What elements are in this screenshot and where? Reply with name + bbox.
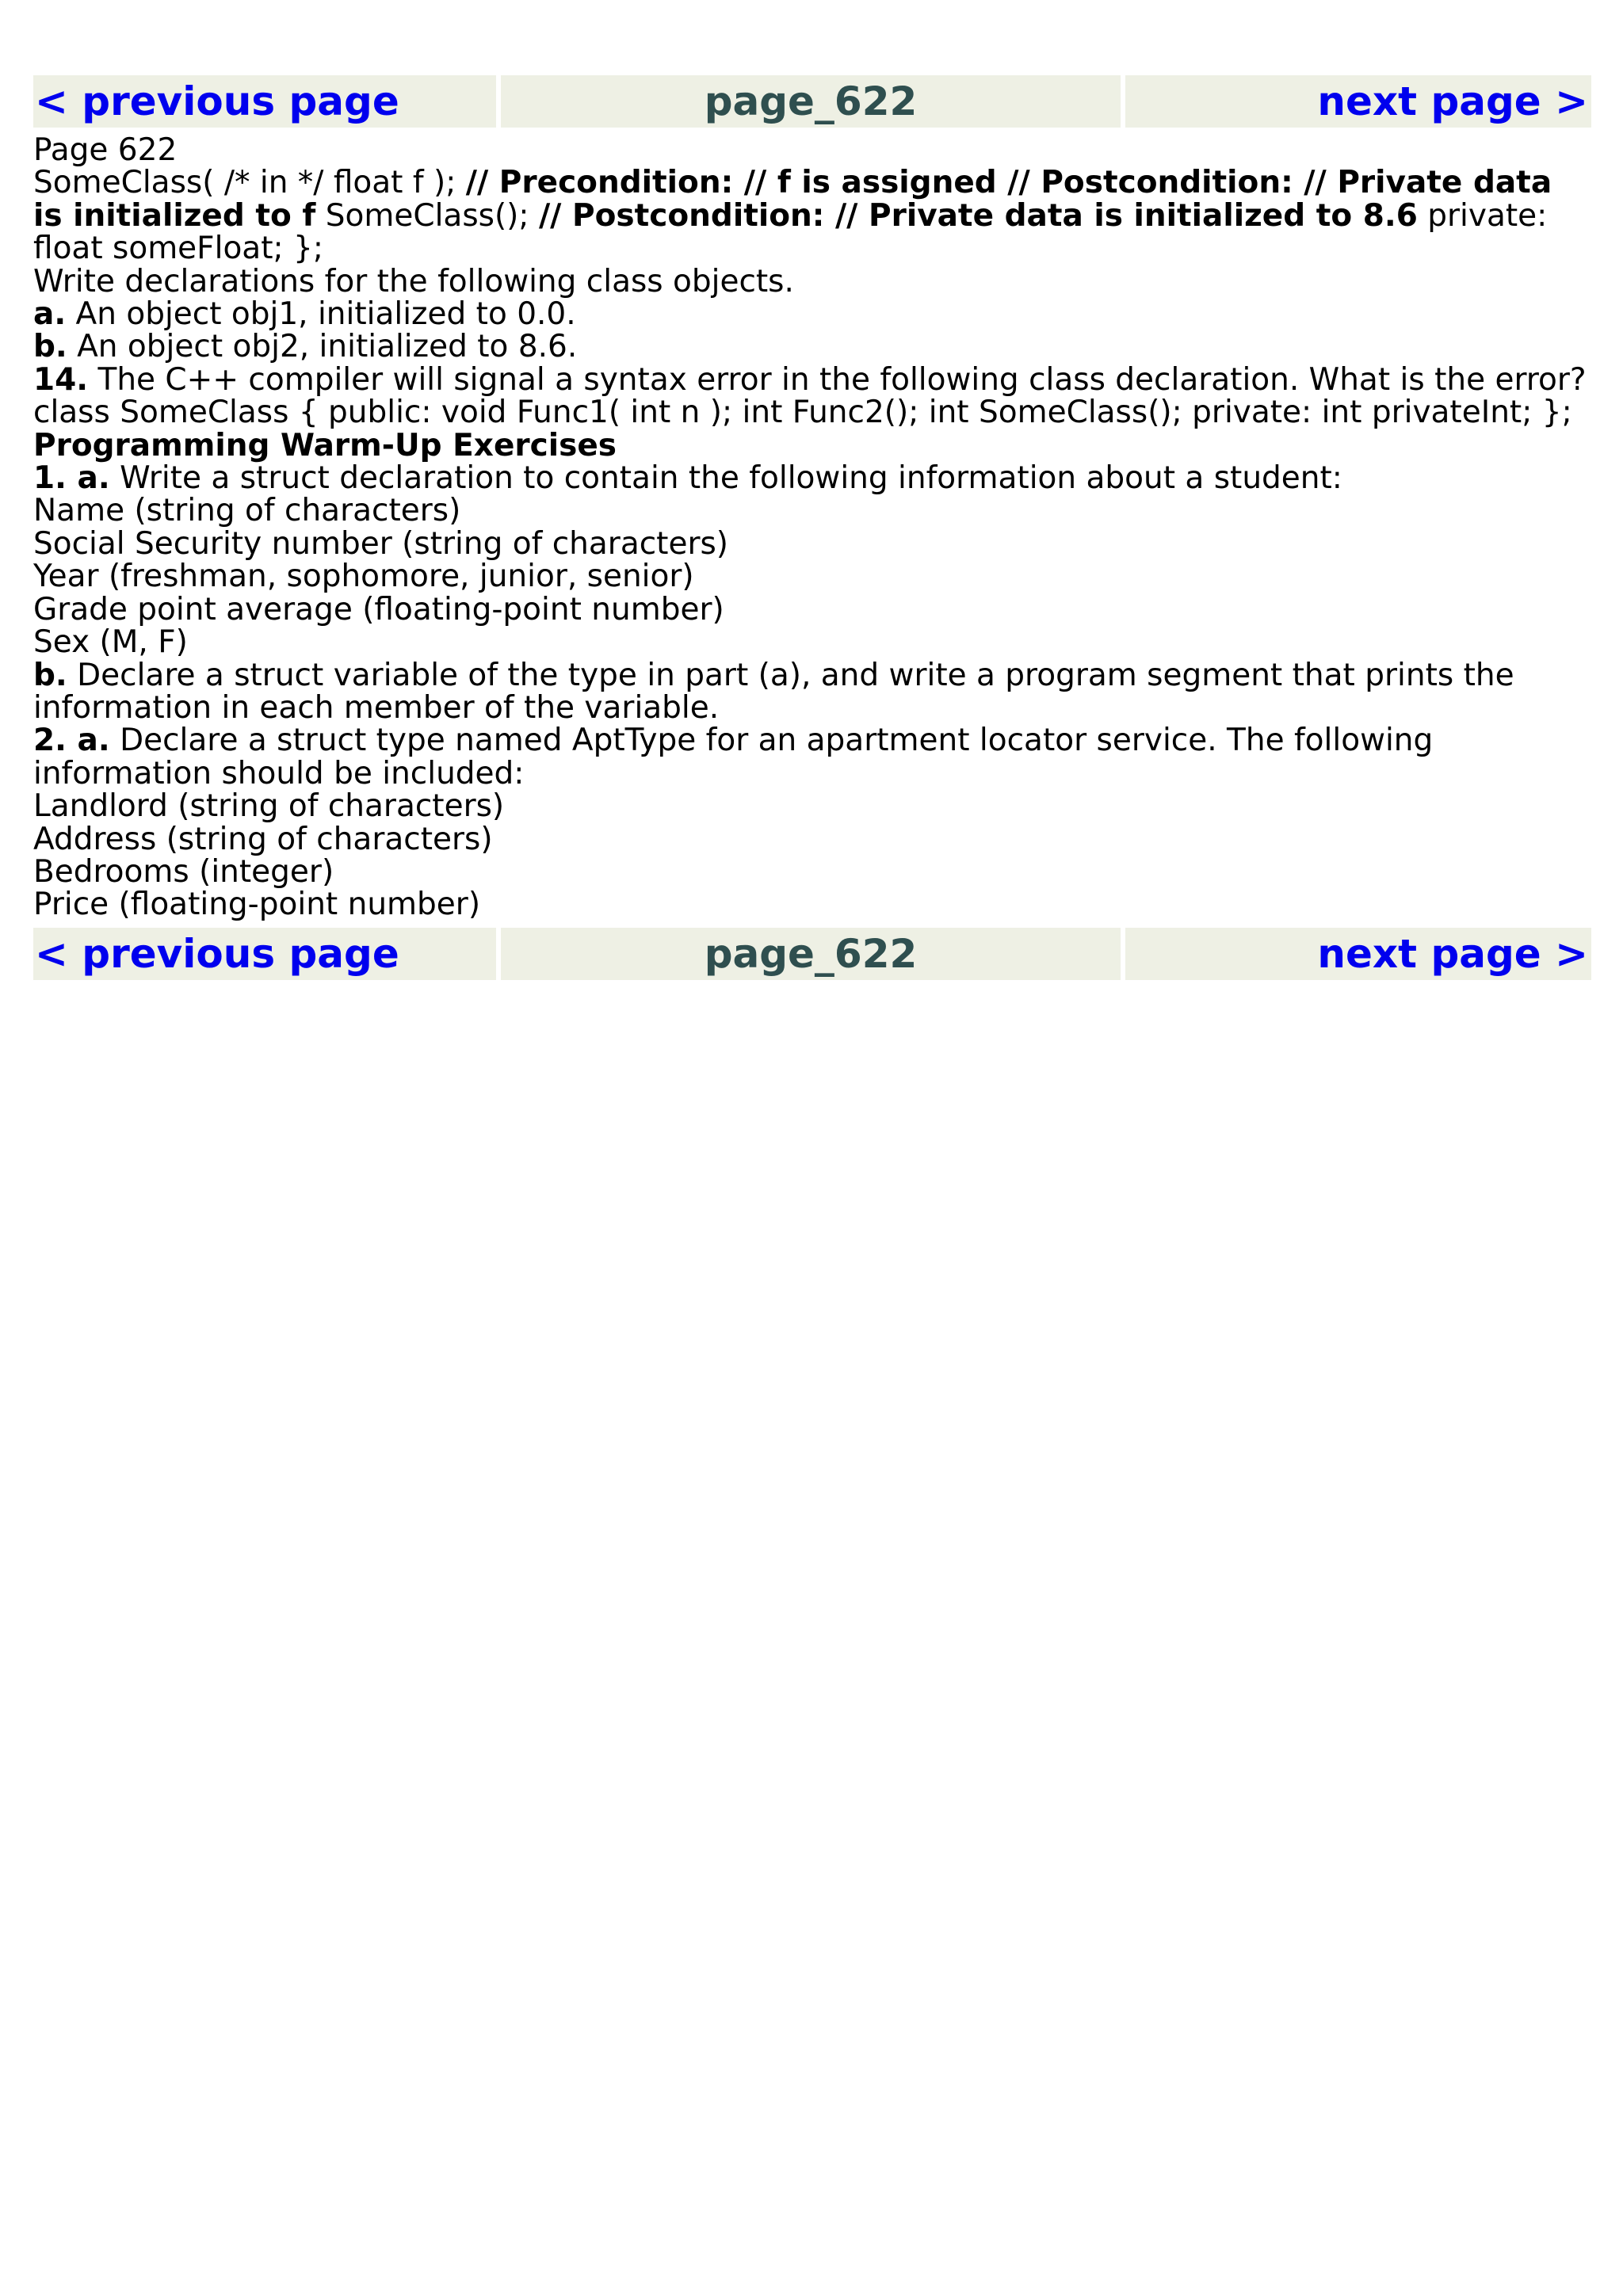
exercise-1a-label: 1. a. xyxy=(33,460,110,497)
question-14-text: The C++ compiler will signal a syntax error in the following class declaration. What is the error? xyxy=(88,361,1587,398)
top-nav-next-cell xyxy=(1125,75,1591,128)
bottom-previous-page-link[interactable]: < previous page xyxy=(35,930,399,977)
exercise-2a-label: 2. a. xyxy=(33,723,110,759)
question-14-label: 14. xyxy=(33,361,89,398)
exercise-2-item: Price (floating-point number) xyxy=(33,887,481,923)
bottom-nav-prev-cell xyxy=(33,928,496,980)
code-comment-2: // Postcondition: // Private data is initialized to 8.6 xyxy=(538,197,1418,234)
code-text-3: private: float someFloat; }; xyxy=(33,197,1548,267)
section-title xyxy=(33,429,1591,462)
question-a xyxy=(33,296,1591,333)
bottom-next-page-link[interactable]: next page > xyxy=(1317,930,1588,977)
exercise-1-item: Grade point average (floating-point number) xyxy=(33,591,724,627)
exercise-1b-label: b. xyxy=(33,657,67,693)
exercise-1-item: Social Security number (string of characters) xyxy=(33,525,729,562)
top-nav-prev-cell xyxy=(33,75,496,128)
code-comment-1: // Precondition: // f is assigned // Postcondition: // Private data is initialized to f xyxy=(33,165,1552,234)
code-text-2: SomeClass(); xyxy=(315,197,539,234)
question-b-label: b. xyxy=(33,329,67,365)
code-text-1: SomeClass( /* in */ float f ); xyxy=(33,165,466,201)
question-intro: Write declarations for the following class objects. xyxy=(33,263,794,299)
section-title-text: Programming Warm-Up Exercises xyxy=(33,427,617,463)
exercise-1-item: Name (string of characters) xyxy=(33,493,461,529)
top-previous-page-link[interactable]: < previous page xyxy=(35,78,399,124)
exercise-2-item: Landlord (string of characters) xyxy=(33,788,505,825)
exercise-1a xyxy=(33,460,1591,497)
question-a-text: An object obj1, initialized to 0.0. xyxy=(66,296,576,333)
top-page-indicator: page_622 xyxy=(501,75,1121,128)
class-code-paragraph xyxy=(33,166,1591,265)
exercise-2-item: Bedrooms (integer) xyxy=(33,853,334,890)
question-a-label: a. xyxy=(33,296,67,333)
top-nav-bar xyxy=(33,75,1591,128)
exercise-2-item: Address (string of characters) xyxy=(33,821,493,857)
exercise-1b xyxy=(33,659,1591,725)
page-content xyxy=(33,128,1591,928)
question-b xyxy=(33,330,1591,363)
exercise-1a-text: Write a struct declaration to contain the following information about a student: xyxy=(109,460,1342,497)
bottom-nav-bar xyxy=(33,928,1591,980)
bottom-page-indicator: page_622 xyxy=(501,928,1121,980)
bottom-nav-next-cell xyxy=(1125,928,1591,980)
page xyxy=(33,75,1591,980)
exercise-1-item: Year (freshman, sophomore, junior, senior) xyxy=(33,559,694,595)
question-14-code: class SomeClass { public: void Func1( int n ); int Func2(); int SomeClass(); private: int privateInt; }; xyxy=(33,395,1572,431)
exercise-2a-text: Declare a struct type named AptType for an apartment locator service. The following information should be included: xyxy=(33,723,1434,791)
top-next-page-link[interactable]: next page > xyxy=(1317,78,1588,124)
page-label: Page 622 xyxy=(33,132,178,168)
question-b-text: An object obj2, initialized to 8.6. xyxy=(67,329,578,365)
exercise-1-item: Sex (M, F) xyxy=(33,624,188,661)
question-14 xyxy=(33,361,1591,398)
exercise-2a xyxy=(33,724,1591,790)
exercise-1b-text: Declare a struct variable of the type in part (a), and write a program segment that prints the information in each member of the variable. xyxy=(33,657,1514,726)
